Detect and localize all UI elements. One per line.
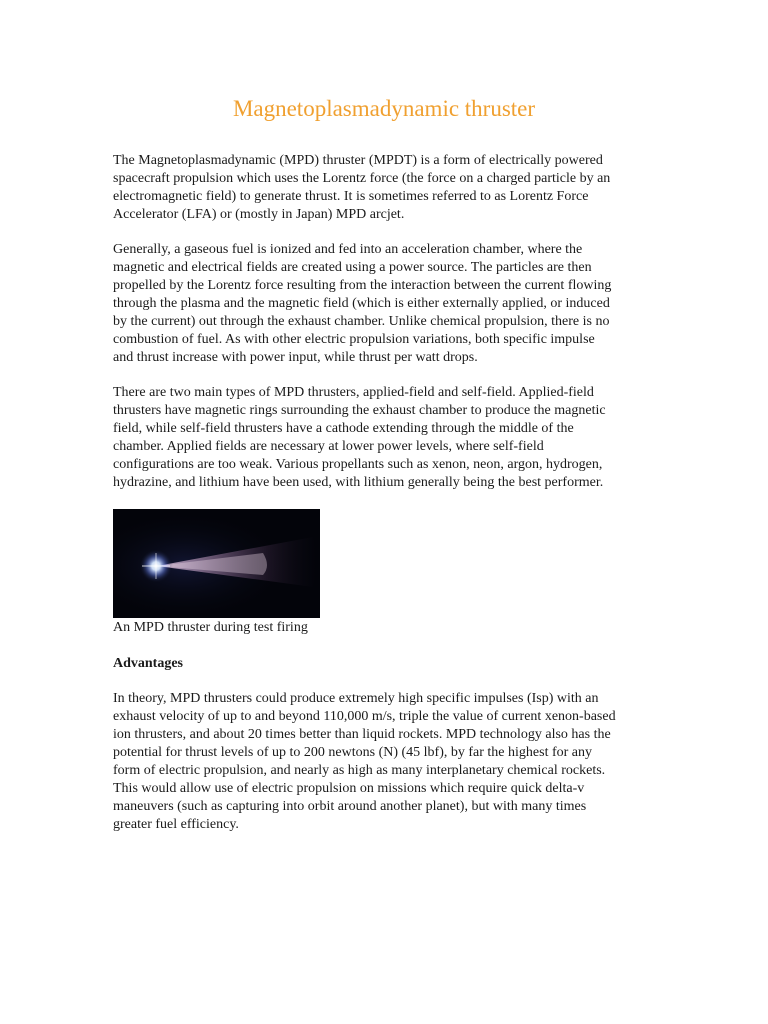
- document-body: [113, 152, 658, 851]
- page-title: Magnetoplasmadynamic thruster: [232, 96, 536, 121]
- advantages-heading: Advantages: [113, 656, 184, 671]
- thruster-figure: [113, 509, 658, 637]
- intro-paragraph-3: There are two main types of MPD thrusters, applied-field and self-field. Applied-field thrusters have magnetic rings surrounding the exhaust chamber to produce the magnetic field, while self-field thrusters have a cathode extending through the middle of the chamber. Applied fields are necessary at lower power levels, where self-field configurations are too weak. Various propellants such as xenon, neon, argon, hydrogen, hydrazine, and lithium have been used, with lithium generally being the best performer.: [113, 385, 606, 490]
- thruster-test-firing-image: [113, 509, 320, 618]
- figure-caption: An MPD thruster during test firing: [113, 620, 308, 635]
- intro-paragraph-1: The Magnetoplasmadynamic (MPD) thruster (MPDT) is a form of electrically powered spacecraft propulsion which uses the Lorentz force (the force on a charged particle by an electromagnetic field) to generate thrust. It is sometimes referred to as Lorentz Force Accelerator (LFA) or (mostly in Japan) MPD arcjet.: [113, 153, 611, 222]
- intro-paragraph-2: Generally, a gaseous fuel is ionized and fed into an acceleration chamber, where the magnetic and electrical fields are created using a power source. The particles are then propelled by the Lorentz force resulting from the interaction between the current flowing through the plasma and the magnetic field (which is either externally applied, or induced by the current) out through the exhaust chamber. Unlike chemical propulsion, there is no combustion of fuel. As with other electric propulsion variations, both specific impulse and thrust increase with power input, while thrust per watt drops.: [113, 242, 612, 365]
- advantages-paragraph: In theory, MPD thrusters could produce extremely high specific impulses (Isp) with an exhaust velocity of up to and beyond 110,000 m/s, triple the value of current xenon-based ion thrusters, and about 20 times better than liquid rockets. MPD technology also has the potential for thrust levels of up to 200 newtons (N) (45 lbf), by far the highest for any form of electric propulsion, and nearly as high as many interplanetary chemical rockets. This would allow use of electric propulsion on missions which require quick delta-v maneuvers (such as capturing into orbit around another planet), but with many times greater fuel efficiency.: [113, 691, 616, 832]
